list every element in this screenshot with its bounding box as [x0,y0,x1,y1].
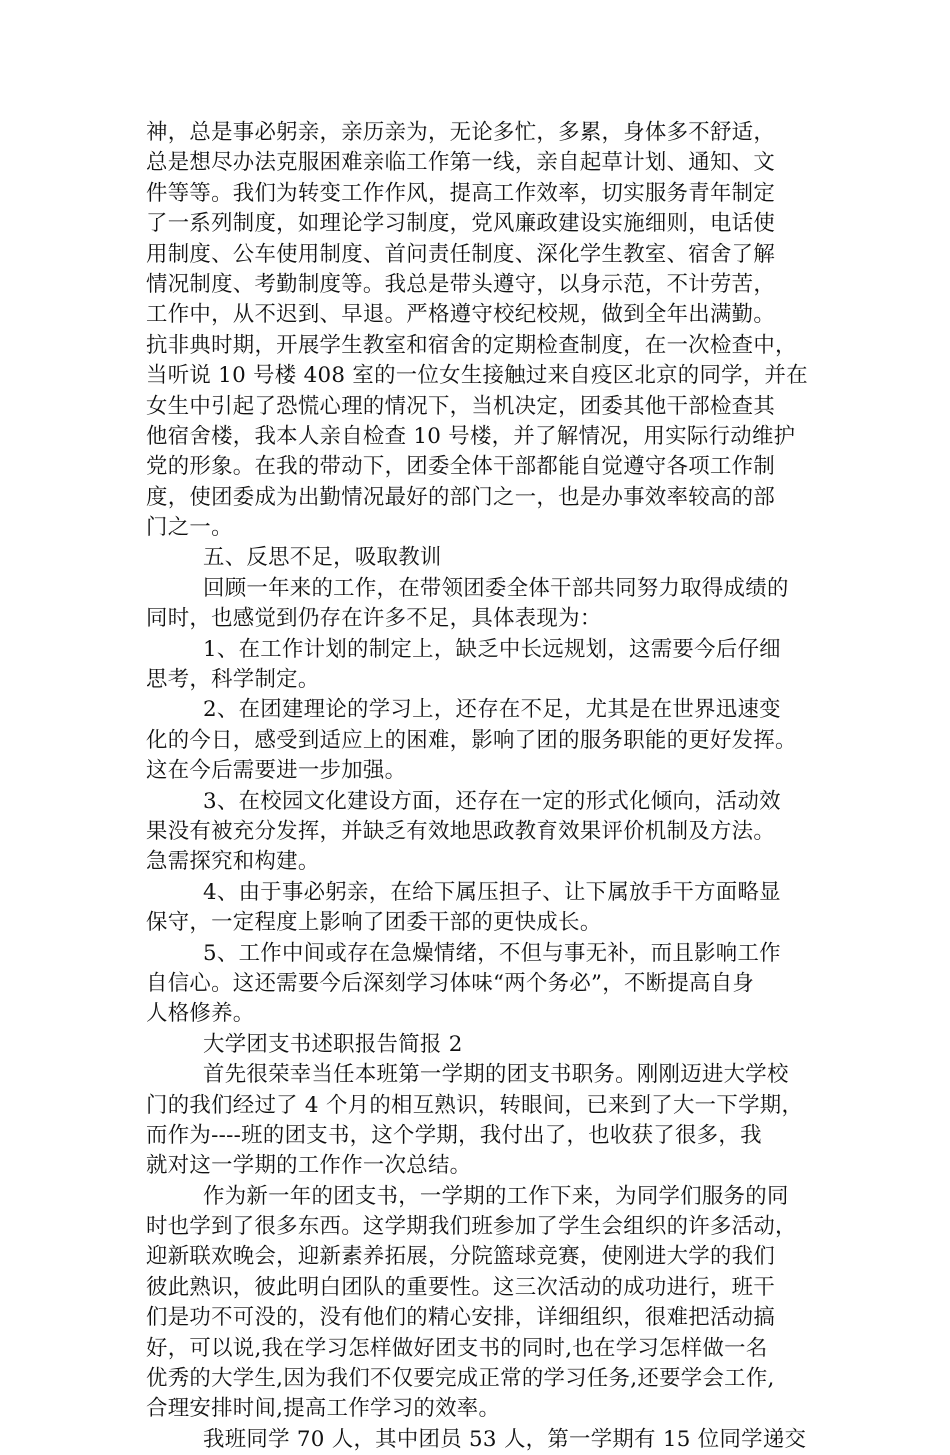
text-line: 优秀的大学生,因为我们不仅要完成正常的学习任务,还要学会工作, [146,1366,775,1392]
text-line: 4、由于事必躬亲，在给下属压担子、让下属放手干方面略显 [203,879,781,905]
text-line: 3、在校园文化建设方面，还存在一定的形式化倾向，活动效 [203,788,781,814]
text-line: 自信心。这还需要今后深刻学习体味“两个务必”，不断提高自身 [146,970,755,996]
text-line: 用制度、公车使用制度、首问责任制度、深化学生教室、宿舍了解 [146,241,776,267]
text-line: 这在今后需要进一步加强。 [146,758,407,784]
text-line: 保守，一定程度上影响了团委干部的更快成长。 [146,910,602,936]
text-line: 女生中引起了恐慌心理的情况下，当机决定，团委其他干部检查其 [146,393,776,419]
text-line: 合理安排时间,提高工作学习的效率。 [146,1396,501,1422]
text-line: 门之一。 [146,515,233,541]
text-line: 件等等。我们为转变工作作风，提高工作效率，切实服务青年制定 [146,180,776,206]
text-line: 果没有被充分发挥，并缺乏有效地思政教育效果评价机制及方法。 [146,818,776,844]
text-line: 神，总是事必躬亲，亲历亲为，无论多忙，多累，身体多不舒适， [146,120,776,145]
text-line: 门的我们经过了 4 个月的相互熟识，转眼间，已来到了大一下学期， [146,1092,804,1118]
text-line: 们是功不可没的，没有他们的精心安排，详细组织，很难把活动搞 [146,1305,776,1331]
text-line: 5、工作中间或存在急燥情绪，不但与事无补，而且影响工作 [203,940,781,966]
text-line: 我班同学 70 人，其中团员 53 人，第一学期有 15 位同学递交 [203,1426,807,1452]
text-line: 大学团支书述职报告简报 2 [203,1031,463,1057]
text-line: 抗非典时期，开展学生教室和宿舍的定期检查制度，在一次检查中， [146,332,797,358]
text-line: 工作中，从不迟到、早退。严格遵守校纪校规，做到全年出满勤。 [146,302,776,328]
text-line: 1、在工作计划的制定上，缺乏中长远规划，这需要今后仔细 [203,636,781,662]
document-body [146,118,806,1455]
text-line: 就对这一学期的工作作一次总结。 [146,1153,472,1179]
text-line: 了一系列制度，如理论学习制度，党风廉政建设实施细则，电话使 [146,211,776,237]
text-line: 当听说 10 号楼 408 室的一位女生接触过来自疫区北京的同学，并在 [146,363,808,389]
text-line: 彼此熟识，彼此明白团队的重要性。这三次活动的成功进行，班干 [146,1274,776,1300]
text-line: 度，使团委成为出勤情况最好的部门之一，也是办事效率较高的部 [146,484,776,510]
text-line: 2、在团建理论的学习上，还存在不足，尤其是在世界迅速变 [203,697,781,723]
text-line: 而作为----班的团支书，这个学期，我付出了，也收获了很多，我 [146,1122,762,1148]
text-line: 急需探究和构建。 [146,849,320,875]
text-line: 好，可以说,我在学习怎样做好团支书的同时,也在学习怎样做一名 [146,1335,768,1361]
text-line: 时也学到了很多东西。这学期我们班参加了学生会组织的许多活动， [146,1214,797,1240]
text-line: 思考，科学制定。 [146,667,320,693]
text-line: 人格修养。 [146,1001,255,1027]
text-line: 总是想尽办法克服困难亲临工作第一线，亲自起草计划、通知、文 [146,150,776,176]
text-line: 作为新一年的团支书，一学期的工作下来，为同学们服务的同 [203,1183,789,1209]
text-line: 他宿舍楼，我本人亲自检查 10 号楼，并了解情况，用实际行动维护 [146,423,796,449]
text-line: 同时，也感觉到仍存在许多不足，具体表现为： [146,606,602,632]
text-line: 情况制度、考勤制度等。我总是带头遵守，以身示范，不计劳苦， [146,271,776,297]
text-line: 五、反思不足，吸取教训 [203,545,442,571]
text-line: 迎新联欢晚会，迎新素养拓展，分院篮球竞赛，使刚进大学的我们 [146,1244,776,1270]
text-line: 首先很荣幸当任本班第一学期的团支书职务。刚刚迈进大学校 [203,1062,789,1088]
text-line: 化的今日，感受到适应上的困难，影响了团的服务职能的更好发挥。 [146,727,797,753]
text-line: 党的形象。在我的带动下，团委全体干部都能自觉遵守各项工作制 [146,454,776,480]
text-line: 回顾一年来的工作，在带领团委全体干部共同努力取得成绩的 [203,575,789,601]
